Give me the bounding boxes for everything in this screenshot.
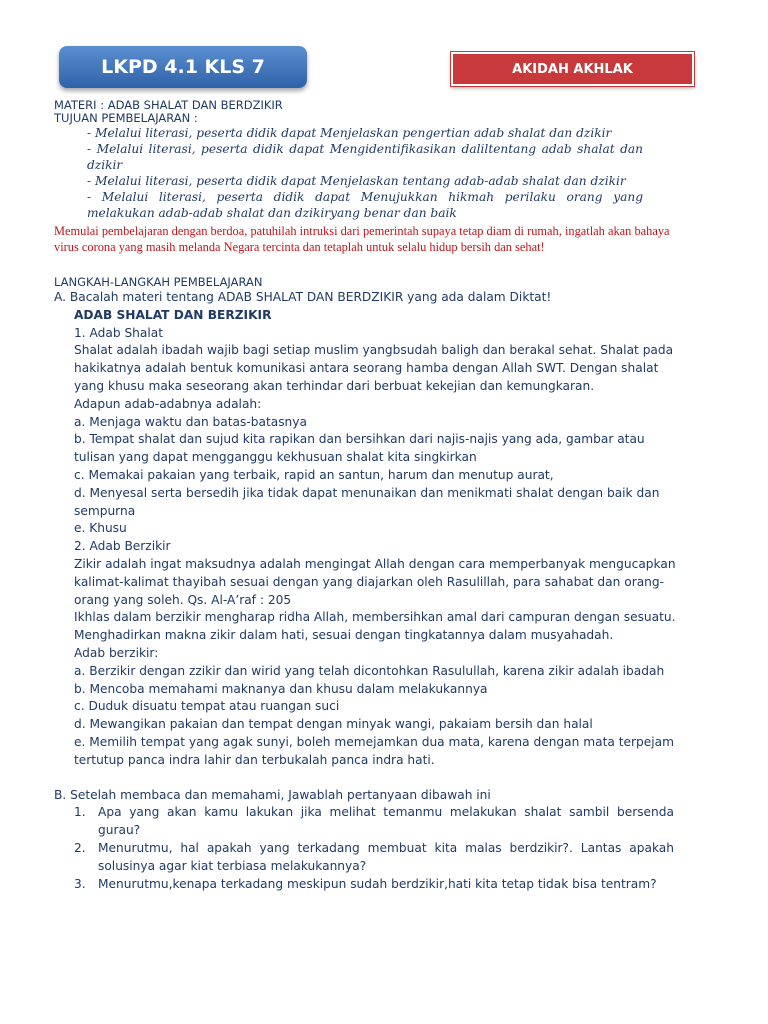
question-text: Apa yang akan kamu lakukan jika melihat temanmu melakukan shalat sambil bersenda gurau? <box>98 805 674 838</box>
opening-note: Memulai pembelajaran dengan berdoa, patuhilah intruksi dari pemerintah supaya tetap diam di rumah, ingatlah akan bahaya virus corona yang masih melanda Negara tercinta dan tetaplah untuk selalu hidup bersih dan sehat! <box>54 224 670 254</box>
question-number: 2. <box>74 840 86 855</box>
tujuan-heading: TUJUAN PEMBELAJARAN : <box>54 111 198 125</box>
text-line: Adapun adab-adabnya adalah: <box>74 396 262 411</box>
objective-item: - Melalui literasi, peserta didik dapat Mengidentifikasikan daliltentang adab shalat dan dzikir <box>87 142 643 172</box>
objective-item: - Melalui literasi, peserta didik dapat Menjelaskan tentang adab-adab shalat dan dzikir <box>87 174 626 188</box>
objectives-list <box>87 125 643 221</box>
text-line: e. Memilih tempat yang agak sunyi, boleh memejamkan dua mata, karena dengan mata terpejam tertutup panca indra lahir dan terbukalah panca indra hati. <box>74 734 674 767</box>
question-number: 1. <box>74 805 86 820</box>
text-line: Ikhlas dalam berzikir mengharap ridha Allah, membersihkan amal dari campuran dengan sesuatu. Menghadirkan makna zikir dalam hati, sesuai dengan tingkatannya dalam musyahadah. <box>74 610 676 643</box>
question-text: Menurutmu, hal apakah yang terkadang membuat kita malas berdzikir?. Lantas apakah solusinya agar kiat terbiasa melakukannya? <box>98 840 674 873</box>
question-number: 3. <box>74 876 86 891</box>
text-line: c. Duduk disuatu tempat atau ruangan suci <box>74 699 340 714</box>
section-b-instruction: B. Setelah membaca dan memahami, Jawablah pertanyaan dibawah ini <box>54 787 491 802</box>
section-a-body <box>74 325 686 770</box>
text-line: 1. Adab Shalat <box>74 325 164 340</box>
section-b <box>54 787 684 894</box>
text-line: b. Tempat shalat dan sujud kita rapikan dan bersihkan dari najis-najis yang ada, gambar atau tulisan yang dapat mengganggu kekhusuan shalat kita singkirkan <box>74 432 645 465</box>
text-line: Adab berzikir: <box>74 645 159 660</box>
question-list <box>74 804 684 893</box>
question-item <box>74 840 684 876</box>
steps-heading: LANGKAH-LANGKAH PEMBELAJARAN <box>54 275 263 289</box>
text-line: a. Berzikir dengan zzikir dan wirid yang telah dicontohkan Rasulullah, karena zikir adalah ibadah <box>74 663 665 678</box>
subject-banner <box>451 52 694 86</box>
text-line: 2. Adab Berzikir <box>74 539 171 554</box>
question-item <box>74 876 684 894</box>
text-line: d. Menyesal serta bersedih jika tidak dapat menunaikan dan menikmati shalat dengan baik dan sempurna <box>74 485 660 518</box>
worksheet-title-banner <box>59 46 307 88</box>
text-line: Shalat adalah ibadah wajib bagi setiap muslim yangbsudah baligh dan berakal sehat. Shalat pada hakikatnya adalah bentuk komunikasi antara seorang hamba dengan Allah SWT. Dengan shalat yang khusu maka seseorang akan terhindar dari berbuat kekejian dan kemungkaran. <box>74 343 674 393</box>
subject-label: AKIDAH AKHLAK <box>512 61 633 77</box>
section-a-instruction: A. Bacalah materi tentang ADAB SHALAT DAN BERDZIKIR yang ada dalam Diktat! <box>54 290 552 304</box>
text-line: Zikir adalah ingat maksudnya adalah mengingat Allah dengan cara memperbanyak mengucapkan kalimat-kalimat thayibah sesuai dengan yang diajarkan oleh Rasulillah, para sahabat dan orang-orang yang soleh. Qs. Al-A’raf : 205 <box>74 556 676 607</box>
text-line: a. Menjaga waktu dan batas-batasnya <box>74 414 307 429</box>
objective-item: - Melalui literasi, peserta didik dapat Menujukkan hikmah perilaku orang yang melakukan adab-adab shalat dan dzikiryang benar dan baik <box>87 190 643 220</box>
section-a-heading: ADAB SHALAT DAN BERZIKIR <box>74 307 272 322</box>
text-line: d. Mewangikan pakaian dan tempat dengan minyak wangi, pakaiam bersih dan halal <box>74 717 593 732</box>
question-item <box>74 804 684 840</box>
materi-line: MATERI : ADAB SHALAT DAN BERDZIKIR <box>54 98 283 112</box>
text-line: c. Memakai pakaian yang terbaik, rapid an santun, harum dan menutup aurat, <box>74 467 554 482</box>
question-text: Menurutmu,kenapa terkadang meskipun sudah berdzikir,hati kita tetap tidak bisa tentram? <box>98 876 657 891</box>
section-a <box>54 289 684 770</box>
worksheet-content <box>54 99 684 893</box>
text-line: e. Khusu <box>74 521 127 536</box>
text-line: b. Mencoba memahami maknanya dan khusu dalam melakukannya <box>74 681 488 696</box>
objective-item: - Melalui literasi, peserta didik dapat Menjelaskan pengertian adab shalat dan dzikir <box>87 126 612 140</box>
worksheet-title: LKPD 4.1 KLS 7 <box>101 56 265 78</box>
